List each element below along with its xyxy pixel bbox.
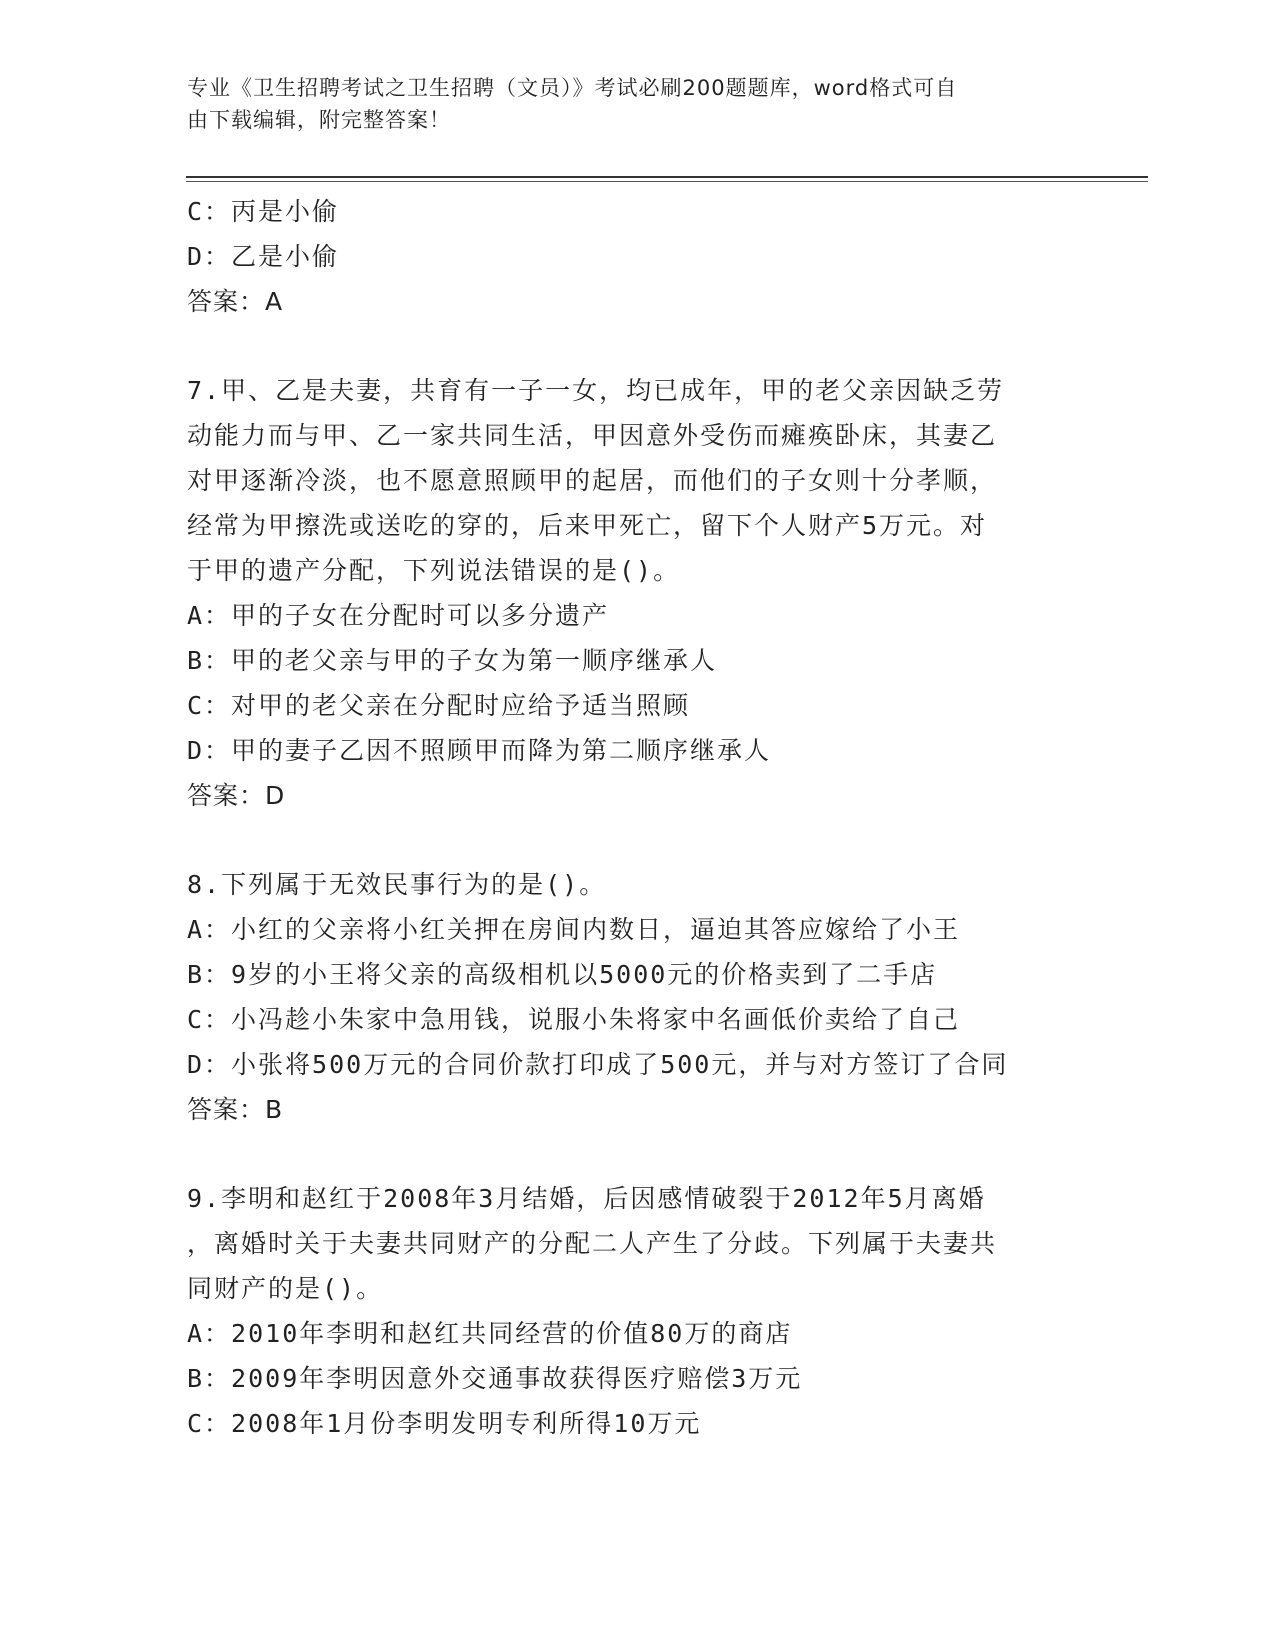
q7-stem-line-1: 7.甲、乙是夫妻，共育有一子一女，均已成年，甲的老父亲因缺乏劳 — [187, 376, 1005, 405]
q7-answer: 答案：D — [187, 781, 286, 810]
q7-option-b: B：甲的老父亲与甲的子女为第一顺序继承人 — [187, 646, 718, 675]
q8-stem: 8.下列属于无效民事行为的是()。 — [187, 870, 607, 899]
q7-option-c: C：对甲的老父亲在分配时应给予适当照顾 — [187, 691, 691, 720]
q9-option-c: C：2008年1月份李明发明专利所得10万元 — [187, 1409, 702, 1438]
q9-stem-line-2: ，离婚时关于夫妻共同财产的分配二人产生了分歧。下列属于夫妻共 — [187, 1229, 998, 1258]
q7-option-a: A：甲的子女在分配时可以多分遗产 — [187, 601, 610, 630]
q7-option-d: D：甲的妻子乙因不照顾甲而降为第二顺序继承人 — [187, 736, 772, 765]
page-header — [187, 72, 1067, 136]
header-divider-thick — [186, 176, 1148, 178]
question-7 — [187, 368, 1087, 818]
q6-option-d: D：乙是小偷 — [187, 242, 340, 271]
header-line-2: 由下载编辑，附完整答案！ — [187, 108, 451, 132]
spacer — [187, 324, 1087, 368]
document-body — [187, 189, 1087, 1446]
q8-option-a: A：小红的父亲将小红关押在房间内数日，逼迫其答应嫁给了小王 — [187, 915, 961, 944]
q9-stem-line-3: 同财产的是()。 — [187, 1274, 384, 1303]
q6-option-c: C：丙是小偷 — [187, 197, 340, 226]
question-6 — [187, 189, 1087, 324]
q8-option-d: D：小张将500万元的合同价款打印成了500元，并与对方签订了合同 — [187, 1050, 1009, 1079]
q7-stem-line-2: 动能力而与甲、乙一家共同生活，甲因意外受伤而瘫痪卧床，其妻乙 — [187, 421, 998, 450]
q9-option-a: A：2010年李明和赵红共同经营的价值80万的商店 — [187, 1319, 793, 1348]
q7-stem-line-5: 于甲的遗产分配，下列说法错误的是()。 — [187, 556, 681, 585]
header-line-1: 专业《卫生招聘考试之卫生招聘（文员）》考试必刷200题题库，word格式可自 — [187, 76, 958, 100]
q7-stem-line-4: 经常为甲擦洗或送吃的穿的，后来甲死亡，留下个人财产5万元。对 — [187, 511, 988, 540]
q8-option-c: C：小冯趁小朱家中急用钱，说服小朱将家中名画低价卖给了自己 — [187, 1005, 961, 1034]
q7-stem-line-3: 对甲逐渐冷淡，也不愿意照顾甲的起居，而他们的子女则十分孝顺， — [187, 466, 998, 495]
question-8 — [187, 862, 1087, 1132]
header-divider-thin — [186, 181, 1148, 182]
q8-option-b: B：9岁的小王将父亲的高级相机以5000元的价格卖到了二手店 — [187, 960, 938, 989]
question-9 — [187, 1176, 1087, 1446]
q9-stem-line-1: 9.李明和赵红于2008年3月结婚，后因感情破裂于2012年5月离婚 — [187, 1184, 986, 1213]
q6-answer: 答案：A — [187, 287, 284, 316]
q8-answer: 答案：B — [187, 1095, 284, 1124]
spacer — [187, 818, 1087, 862]
spacer — [187, 1132, 1087, 1176]
q9-option-b: B：2009年李明因意外交通事故获得医疗赔偿3万元 — [187, 1364, 803, 1393]
